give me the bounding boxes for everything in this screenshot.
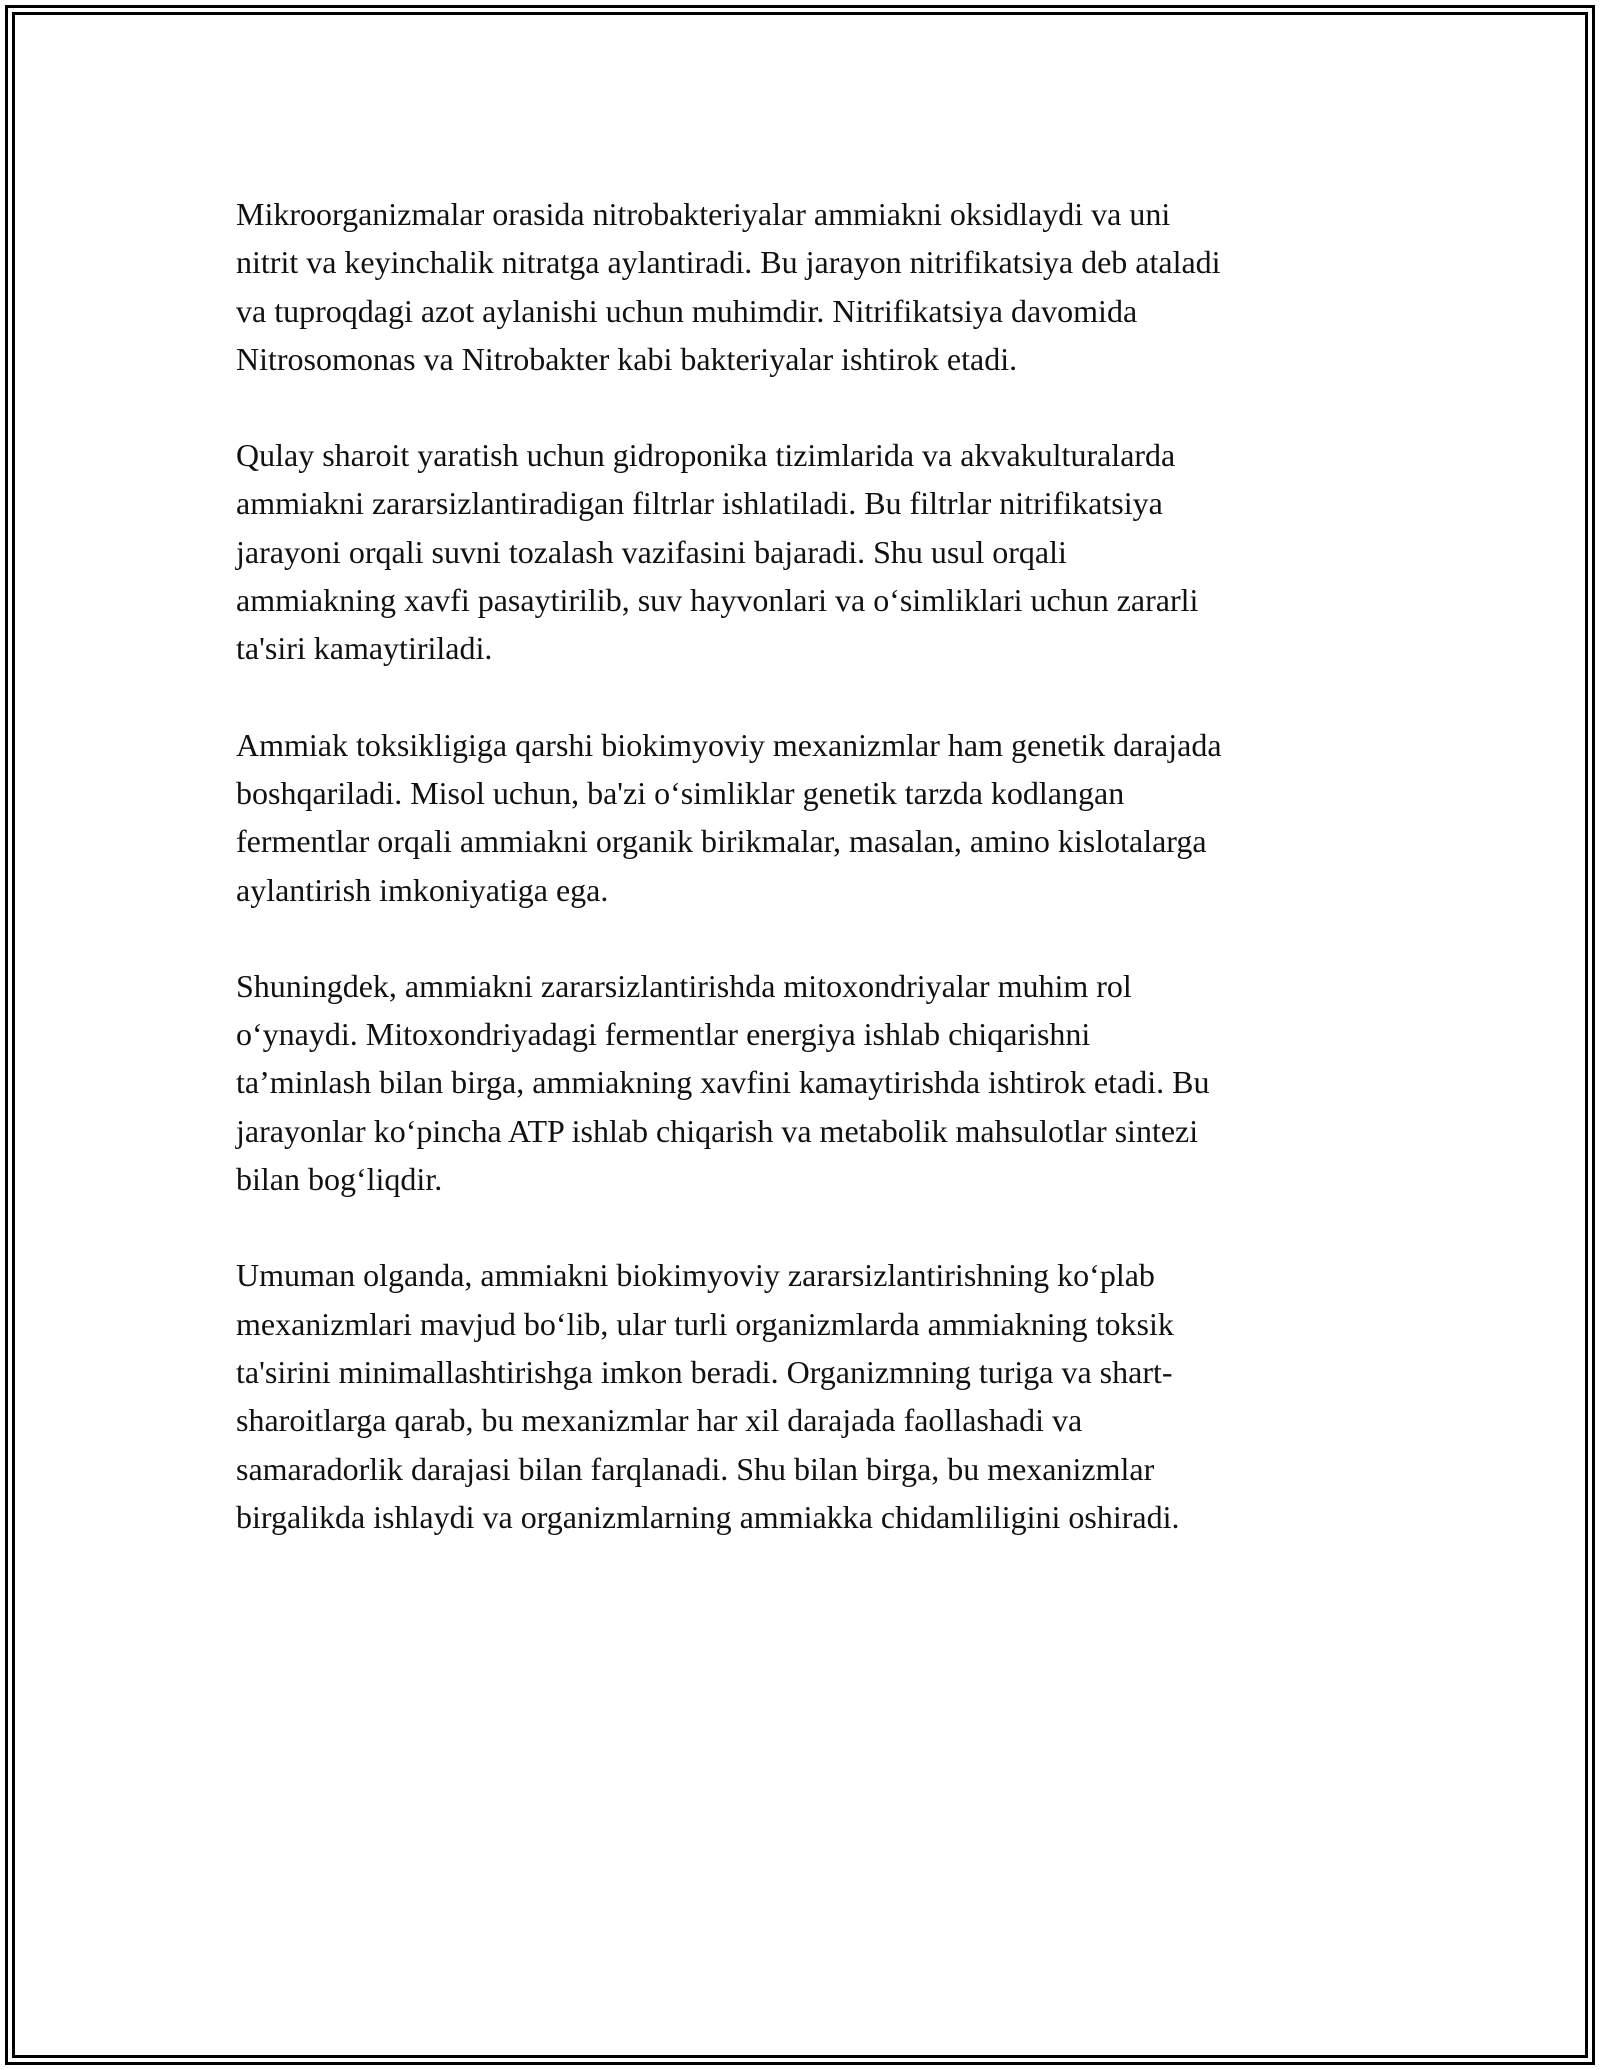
paragraph-filters <box>236 431 1366 672</box>
document-body <box>236 190 1366 1589</box>
text-line: ta'siri kamaytiriladi. <box>236 630 493 667</box>
text-line: Mikroorganizmalar orasida nitrobakteriyalar ammiakni oksidlaydi va uni <box>236 196 1171 232</box>
text-line: aylantirish imkoniyatiga ega. <box>236 871 609 908</box>
text-line: birgalikda ishlaydi va organizmlarning ammiakka chidamliligini oshiradi. <box>236 1498 1180 1535</box>
text-line: Qulay sharoit yaratish uchun gidroponika tizimlarida va akvakulturalarda <box>236 437 1176 474</box>
text-line: sharoitlarga qarab, bu mexanizmlar har xil darajada faollashadi va <box>236 1402 1083 1439</box>
text-line: o‘ynaydi. Mitoxondriyadagi fermentlar energiya ishlab chiqarishni <box>236 1016 1091 1053</box>
text-line: Umuman olganda, ammiakni biokimyoviy zararsizlantirishning ko‘plab <box>236 1257 1155 1294</box>
text-line: ta'sirini minimallashtirishga imkon beradi. Organizmning turiga va shart- <box>236 1353 1173 1390</box>
paragraph-genetic-regulation <box>236 721 1366 914</box>
text-line: nitrit va keyinchalik nitratga aylantiradi. Bu jarayon nitrifikatsiya deb ataladi <box>236 244 1221 281</box>
text-line: ta’minlash bilan birga, ammiakning xavfini kamaytirishda ishtirok etadi. Bu <box>236 1064 1210 1101</box>
text-line: bilan bog‘liqdir. <box>236 1161 443 1198</box>
text-line: jarayonlar ko‘pincha ATP ishlab chiqarish va metabolik mahsulotlar sintezi <box>236 1112 1199 1149</box>
text-line: Ammiak toksikligiga qarshi biokimyoviy mexanizmlar ham genetik darajada <box>236 726 1222 763</box>
text-line: samaradorlik darajasi bilan farqlanadi. Shu bilan birga, bu mexanizmlar <box>236 1450 1155 1487</box>
text-line: jarayoni orqali suvni tozalash vazifasini bajaradi. Shu usul orqali <box>236 533 1067 570</box>
text-line: ammiakning xavfi pasaytirilib, suv hayvonlari va o‘simliklari uchun zararli <box>236 582 1199 619</box>
paragraph-mitochondria <box>236 962 1366 1203</box>
text-line: fermentlar orqali ammiakni organik birikmalar, masalan, amino kislotalarga <box>236 823 1207 860</box>
text-line: Nitrosomonas va Nitrobakter kabi bakteriyalar ishtirok etadi. <box>236 340 1018 377</box>
text-line: Shuningdek, ammiakni zararsizlantirishda mitoxondriyalar muhim rol <box>236 967 1132 1004</box>
paragraph-conclusion <box>236 1251 1366 1541</box>
text-line: va tuproqdagi azot aylanishi uchun muhimdir. Nitrifikatsiya davomida <box>236 292 1138 329</box>
text-line: boshqariladi. Misol uchun, ba'zi o‘simliklar genetik tarzda kodlangan <box>236 774 1125 811</box>
paragraph-nitrification <box>236 190 1366 383</box>
text-line: ammiakni zararsizlantiradigan filtrlar ishlatiladi. Bu filtrlar nitrifikatsiya <box>236 485 1163 522</box>
text-line: mexanizmlari mavjud bo‘lib, ular turli organizmlarda ammiakning toksik <box>236 1305 1174 1342</box>
